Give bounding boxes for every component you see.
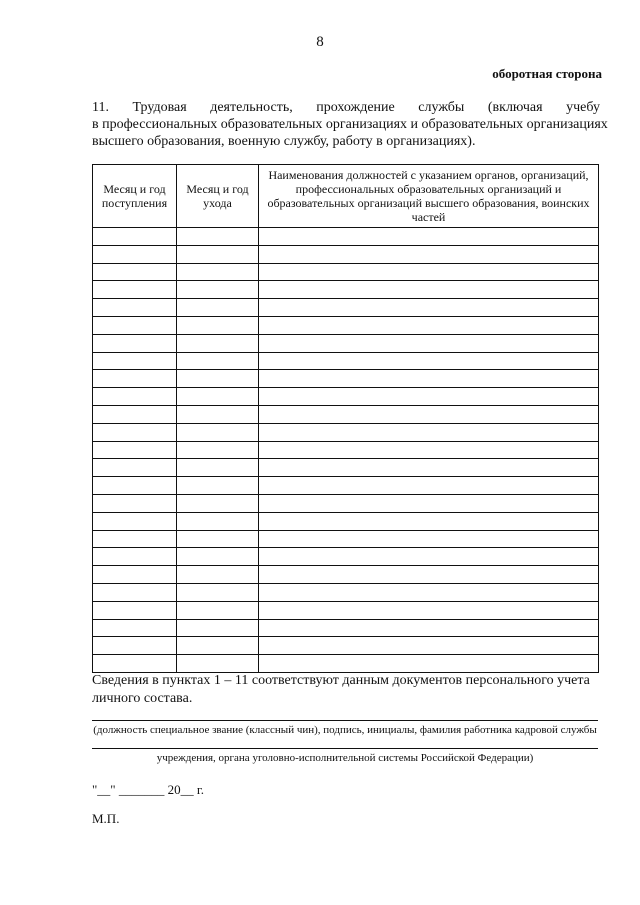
table-cell	[259, 352, 599, 370]
section-11-line-1	[92, 99, 600, 116]
header-start-date: Месяц и год поступления	[93, 165, 177, 228]
table-cell	[259, 334, 599, 352]
section-11-line-2: в профессиональных образовательных организациях и образовательных организациях	[92, 117, 608, 132]
table-cell	[177, 299, 259, 317]
table-cell	[177, 423, 259, 441]
table-cell	[93, 423, 177, 441]
section-11-heading	[92, 99, 608, 150]
table-cell	[93, 619, 177, 637]
table-cell	[93, 263, 177, 281]
table-row	[93, 494, 599, 512]
table-cell	[177, 459, 259, 477]
table-cell	[93, 512, 177, 530]
table-row	[93, 388, 599, 406]
table-cell	[93, 566, 177, 584]
table-row	[93, 441, 599, 459]
section-11-word: прохождение	[316, 100, 395, 115]
table-row	[93, 477, 599, 495]
signature-caption-1: (должность специальное звание (классный чин), подпись, инициалы, фамилия работника кадровой службы	[93, 724, 597, 736]
table-row	[93, 601, 599, 619]
table-cell	[177, 263, 259, 281]
table-cell	[259, 601, 599, 619]
table-cell	[259, 637, 599, 655]
table-cell	[259, 263, 599, 281]
table-cell	[259, 441, 599, 459]
table-cell	[177, 637, 259, 655]
page-number: 8	[316, 34, 324, 50]
table-row	[93, 423, 599, 441]
table-cell	[93, 405, 177, 423]
table-cell	[93, 352, 177, 370]
table-cell	[177, 655, 259, 673]
table-cell	[93, 494, 177, 512]
table-cell	[259, 459, 599, 477]
table-row	[93, 459, 599, 477]
section-11-word: (включая	[487, 100, 543, 115]
verification-note-line-1: Сведения в пунктах 1 – 11 соответствуют данным документов персонального учета	[92, 673, 590, 688]
table-cell	[93, 245, 177, 263]
table-row	[93, 512, 599, 530]
section-11-word: 11.	[92, 100, 109, 115]
table-row	[93, 334, 599, 352]
table-cell	[177, 566, 259, 584]
verification-note	[92, 672, 600, 708]
table-cell	[93, 316, 177, 334]
table-cell	[93, 388, 177, 406]
table-cell	[177, 441, 259, 459]
table-cell	[93, 601, 177, 619]
table-row	[93, 583, 599, 601]
table-cell	[177, 601, 259, 619]
table-cell	[177, 494, 259, 512]
table-cell	[177, 370, 259, 388]
table-cell	[259, 370, 599, 388]
table-cell	[93, 370, 177, 388]
table-header-row	[93, 165, 599, 228]
table-row	[93, 548, 599, 566]
table-row	[93, 299, 599, 317]
table-cell	[177, 530, 259, 548]
date-field: "__" _______ 20__ г.	[92, 782, 204, 797]
table-row	[93, 405, 599, 423]
table-cell	[259, 405, 599, 423]
table-cell	[259, 281, 599, 299]
table-row	[93, 281, 599, 299]
table-cell	[177, 405, 259, 423]
stamp-label: М.П.	[92, 811, 120, 826]
table-row	[93, 316, 599, 334]
section-11-word: учебу	[566, 100, 600, 115]
table-row	[93, 228, 599, 246]
table-cell	[259, 655, 599, 673]
table-cell	[259, 423, 599, 441]
table-row	[93, 655, 599, 673]
table-row	[93, 352, 599, 370]
table-cell	[259, 316, 599, 334]
verification-note-line-2: личного состава.	[92, 691, 193, 706]
table-cell	[93, 334, 177, 352]
table-cell	[259, 388, 599, 406]
table-cell	[177, 245, 259, 263]
section-11-word: деятельность,	[210, 100, 293, 115]
table-cell	[259, 583, 599, 601]
table-cell	[177, 281, 259, 299]
table-cell	[93, 299, 177, 317]
table-cell	[177, 583, 259, 601]
table-cell	[177, 352, 259, 370]
section-11-line-3: высшего образования, военную службу, работу в организациях).	[92, 134, 476, 149]
header-end-date: Месяц и год ухода	[177, 165, 259, 228]
table-cell	[259, 494, 599, 512]
table-cell	[177, 334, 259, 352]
table-cell	[259, 512, 599, 530]
table-cell	[93, 530, 177, 548]
table-cell	[259, 548, 599, 566]
table-cell	[93, 637, 177, 655]
table-cell	[93, 441, 177, 459]
signature-line-1	[92, 720, 598, 721]
table-row	[93, 566, 599, 584]
table-cell	[177, 548, 259, 566]
table-cell	[93, 583, 177, 601]
table-cell	[259, 299, 599, 317]
table-cell	[177, 228, 259, 246]
table-cell	[93, 477, 177, 495]
table-cell	[177, 316, 259, 334]
header-position: Наименования должностей с указанием органов, организаций, профессиональных образовательных организаций и образовательных организаций высшего образования, воинских частей	[259, 165, 599, 228]
table-cell	[177, 477, 259, 495]
table-cell	[93, 548, 177, 566]
table-cell	[177, 512, 259, 530]
table-row	[93, 370, 599, 388]
work-history-table	[92, 164, 599, 673]
table-row	[93, 619, 599, 637]
table-cell	[259, 566, 599, 584]
table-cell	[259, 530, 599, 548]
table-cell	[259, 477, 599, 495]
table-cell	[177, 388, 259, 406]
signature-line-2	[92, 748, 598, 749]
signature-caption-2: учреждения, органа уголовно-исполнительной системы Российской Федерации)	[156, 752, 534, 764]
table-cell	[93, 459, 177, 477]
table-row	[93, 530, 599, 548]
table-row	[93, 637, 599, 655]
table-cell	[93, 281, 177, 299]
table-cell	[177, 619, 259, 637]
table-cell	[259, 245, 599, 263]
side-label: оборотная сторона	[492, 66, 602, 81]
table-row	[93, 245, 599, 263]
table-row	[93, 263, 599, 281]
table-cell	[259, 619, 599, 637]
section-11-word: Трудовая	[132, 100, 187, 115]
section-11-word: службы	[418, 100, 465, 115]
table-cell	[259, 228, 599, 246]
table-cell	[93, 655, 177, 673]
table-cell	[93, 228, 177, 246]
